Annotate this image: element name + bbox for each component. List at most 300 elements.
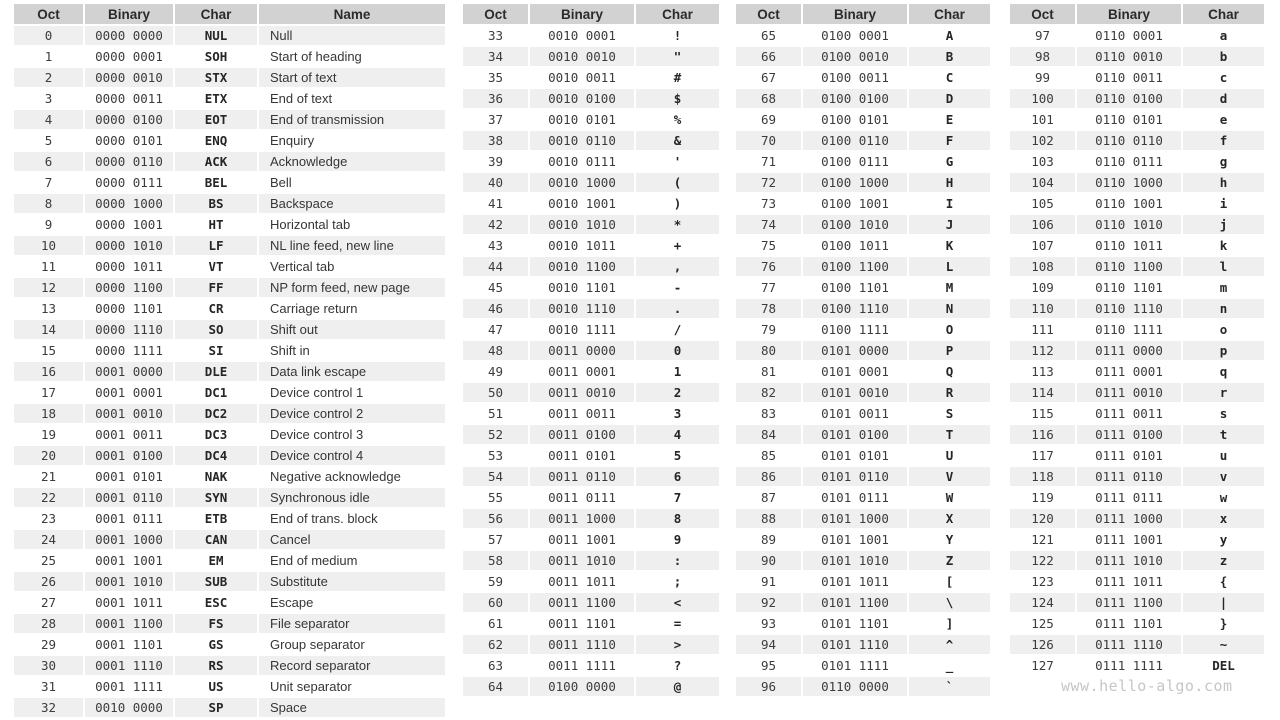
cell-oct: 14: [14, 319, 84, 340]
cell-char: K: [908, 235, 990, 256]
cell-name: Data link escape: [258, 361, 445, 382]
cell-name: Backspace: [258, 193, 445, 214]
cell-binary: 0101 0101: [802, 445, 908, 466]
cell-name: Carriage return: [258, 298, 445, 319]
cell-oct: 37: [463, 109, 529, 130]
table-row: [736, 550, 990, 571]
cell-char: 3: [635, 403, 719, 424]
table-row: [463, 151, 719, 172]
cell-binary: 0110 1000: [1076, 172, 1182, 193]
cell-char: >: [635, 634, 719, 655]
cell-binary: 0101 1001: [802, 529, 908, 550]
cell-binary: 0011 1100: [529, 592, 635, 613]
cell-name: Shift out: [258, 319, 445, 340]
cell-oct: 21: [14, 466, 84, 487]
table-row: [736, 67, 990, 88]
cell-binary: 0011 1110: [529, 634, 635, 655]
cell-name: Negative acknowledge: [258, 466, 445, 487]
cell-name: Substitute: [258, 571, 445, 592]
table-row: [736, 172, 990, 193]
cell-oct: 119: [1010, 487, 1076, 508]
cell-oct: 118: [1010, 466, 1076, 487]
cell-binary: 0111 1110: [1076, 634, 1182, 655]
cell-name: File separator: [258, 613, 445, 634]
column-header-binary: Binary: [529, 4, 635, 25]
table-row: [1010, 235, 1264, 256]
cell-oct: 86: [736, 466, 802, 487]
cell-binary: 0010 1110: [529, 298, 635, 319]
cell-oct: 116: [1010, 424, 1076, 445]
cell-char: SOH: [174, 46, 258, 67]
cell-oct: 2: [14, 67, 84, 88]
cell-oct: 7: [14, 172, 84, 193]
cell-char: H: [908, 172, 990, 193]
table-row: [14, 529, 445, 550]
cell-oct: 70: [736, 130, 802, 151]
cell-char: M: [908, 277, 990, 298]
cell-char: t: [1182, 424, 1264, 445]
cell-binary: 0101 1000: [802, 508, 908, 529]
cell-oct: 105: [1010, 193, 1076, 214]
cell-char: i: [1182, 193, 1264, 214]
table-row: [463, 46, 719, 67]
cell-binary: 0100 0100: [802, 88, 908, 109]
cell-binary: 0001 0101: [84, 466, 174, 487]
cell-binary: 0010 1010: [529, 214, 635, 235]
cell-oct: 63: [463, 655, 529, 676]
table-row: [14, 130, 445, 151]
table-row: [14, 550, 445, 571]
cell-char: 6: [635, 466, 719, 487]
table-row: [736, 88, 990, 109]
cell-char: F: [908, 130, 990, 151]
cell-oct: 88: [736, 508, 802, 529]
cell-char: :: [635, 550, 719, 571]
table-row: [736, 634, 990, 655]
cell-binary: 0101 0100: [802, 424, 908, 445]
cell-binary: 0111 0000: [1076, 340, 1182, 361]
cell-char: $: [635, 88, 719, 109]
cell-binary: 0000 1101: [84, 298, 174, 319]
table-row: [1010, 277, 1264, 298]
cell-binary: 0010 0000: [84, 697, 174, 718]
cell-char: 9: [635, 529, 719, 550]
cell-oct: 59: [463, 571, 529, 592]
cell-oct: 84: [736, 424, 802, 445]
cell-binary: 0110 1100: [1076, 256, 1182, 277]
table-row: [14, 235, 445, 256]
column-header-char: Char: [908, 4, 990, 25]
table-row: [14, 298, 445, 319]
table-row: [14, 340, 445, 361]
cell-oct: 16: [14, 361, 84, 382]
cell-char: FF: [174, 277, 258, 298]
cell-oct: 28: [14, 613, 84, 634]
cell-char: !: [635, 25, 719, 46]
cell-binary: 0001 1010: [84, 571, 174, 592]
cell-char: Y: [908, 529, 990, 550]
cell-binary: 0110 1111: [1076, 319, 1182, 340]
table-row: [736, 403, 990, 424]
cell-binary: 0000 1001: [84, 214, 174, 235]
cell-name: Start of heading: [258, 46, 445, 67]
cell-binary: 0111 0011: [1076, 403, 1182, 424]
cell-char: ,: [635, 256, 719, 277]
table-row: [463, 529, 719, 550]
table-row: [14, 256, 445, 277]
cell-char: B: [908, 46, 990, 67]
cell-oct: 125: [1010, 613, 1076, 634]
cell-oct: 41: [463, 193, 529, 214]
table-row: [14, 151, 445, 172]
table-row: [736, 25, 990, 46]
cell-oct: 65: [736, 25, 802, 46]
cell-binary: 0001 0010: [84, 403, 174, 424]
cell-oct: 52: [463, 424, 529, 445]
cell-binary: 0101 1111: [802, 655, 908, 676]
cell-char: SP: [174, 697, 258, 718]
table-row: [1010, 550, 1264, 571]
cell-oct: 91: [736, 571, 802, 592]
cell-binary: 0111 1000: [1076, 508, 1182, 529]
cell-binary: 0000 0001: [84, 46, 174, 67]
cell-binary: 0011 0000: [529, 340, 635, 361]
cell-char: h: [1182, 172, 1264, 193]
cell-oct: 38: [463, 130, 529, 151]
cell-char: US: [174, 676, 258, 697]
cell-binary: 0000 1110: [84, 319, 174, 340]
cell-oct: 35: [463, 67, 529, 88]
cell-oct: 0: [14, 25, 84, 46]
cell-name: Bell: [258, 172, 445, 193]
table-row: [463, 550, 719, 571]
cell-oct: 47: [463, 319, 529, 340]
cell-oct: 3: [14, 88, 84, 109]
cell-oct: 56: [463, 508, 529, 529]
cell-binary: 0001 1001: [84, 550, 174, 571]
cell-binary: 0001 1000: [84, 529, 174, 550]
cell-char: C: [908, 67, 990, 88]
cell-oct: 44: [463, 256, 529, 277]
table-row: [1010, 634, 1264, 655]
cell-char: SUB: [174, 571, 258, 592]
cell-char: A: [908, 25, 990, 46]
cell-char: E: [908, 109, 990, 130]
cell-oct: 19: [14, 424, 84, 445]
table-row: [14, 109, 445, 130]
cell-binary: 0110 0001: [1076, 25, 1182, 46]
cell-oct: 12: [14, 277, 84, 298]
cell-binary: 0110 1101: [1076, 277, 1182, 298]
column-header-binary: Binary: [84, 4, 174, 25]
cell-binary: 0101 0001: [802, 361, 908, 382]
cell-char: Z: [908, 550, 990, 571]
cell-oct: 69: [736, 109, 802, 130]
table-row: [463, 361, 719, 382]
cell-oct: 85: [736, 445, 802, 466]
cell-char: ]: [908, 613, 990, 634]
cell-binary: 0010 1111: [529, 319, 635, 340]
cell-char: ESC: [174, 592, 258, 613]
cell-binary: 0011 0001: [529, 361, 635, 382]
table-row: [463, 508, 719, 529]
cell-name: Cancel: [258, 529, 445, 550]
cell-oct: 26: [14, 571, 84, 592]
cell-binary: 0011 1111: [529, 655, 635, 676]
table-row: [1010, 88, 1264, 109]
cell-binary: 0101 1100: [802, 592, 908, 613]
table-row: [463, 235, 719, 256]
cell-char: -: [635, 277, 719, 298]
table-row: [1010, 193, 1264, 214]
table-row: [736, 319, 990, 340]
table-row: [736, 256, 990, 277]
cell-name: NP form feed, new page: [258, 277, 445, 298]
cell-oct: 93: [736, 613, 802, 634]
table-row: [736, 445, 990, 466]
table-row: [736, 613, 990, 634]
cell-binary: 0101 0000: [802, 340, 908, 361]
table-row: [1010, 151, 1264, 172]
cell-binary: 0100 1111: [802, 319, 908, 340]
cell-binary: 0111 0111: [1076, 487, 1182, 508]
cell-binary: 0111 0101: [1076, 445, 1182, 466]
cell-char: ETB: [174, 508, 258, 529]
table-row: [736, 529, 990, 550]
cell-name: Space: [258, 697, 445, 718]
table-row: [14, 172, 445, 193]
table-row: [463, 172, 719, 193]
cell-name: Horizontal tab: [258, 214, 445, 235]
table-row: [1010, 403, 1264, 424]
cell-char: s: [1182, 403, 1264, 424]
cell-binary: 0100 1100: [802, 256, 908, 277]
table-row: [736, 193, 990, 214]
cell-char: k: [1182, 235, 1264, 256]
cell-oct: 9: [14, 214, 84, 235]
cell-oct: 42: [463, 214, 529, 235]
cell-char: b: [1182, 46, 1264, 67]
cell-binary: 0111 0100: [1076, 424, 1182, 445]
table-row: [14, 403, 445, 424]
table-row: [1010, 319, 1264, 340]
cell-char: GS: [174, 634, 258, 655]
cell-char: \: [908, 592, 990, 613]
cell-binary: 0010 1100: [529, 256, 635, 277]
cell-char: z: [1182, 550, 1264, 571]
cell-oct: 107: [1010, 235, 1076, 256]
cell-binary: 0001 1100: [84, 613, 174, 634]
cell-char: <: [635, 592, 719, 613]
cell-char: LF: [174, 235, 258, 256]
cell-oct: 22: [14, 487, 84, 508]
cell-char: ': [635, 151, 719, 172]
cell-name: NL line feed, new line: [258, 235, 445, 256]
cell-oct: 101: [1010, 109, 1076, 130]
cell-name: Device control 3: [258, 424, 445, 445]
cell-name: Escape: [258, 592, 445, 613]
cell-oct: 120: [1010, 508, 1076, 529]
cell-char: R: [908, 382, 990, 403]
cell-oct: 18: [14, 403, 84, 424]
column-header-char: Char: [635, 4, 719, 25]
cell-char: BEL: [174, 172, 258, 193]
cell-binary: 0100 1101: [802, 277, 908, 298]
cell-binary: 0011 1011: [529, 571, 635, 592]
cell-binary: 0000 0101: [84, 130, 174, 151]
cell-binary: 0001 0100: [84, 445, 174, 466]
table-row: [1010, 130, 1264, 151]
cell-binary: 0101 1101: [802, 613, 908, 634]
cell-char: U: [908, 445, 990, 466]
cell-oct: 50: [463, 382, 529, 403]
cell-char: DLE: [174, 361, 258, 382]
cell-char: 1: [635, 361, 719, 382]
cell-binary: 0101 0011: [802, 403, 908, 424]
cell-oct: 6: [14, 151, 84, 172]
cell-char: .: [635, 298, 719, 319]
cell-binary: 0100 0000: [529, 676, 635, 697]
cell-oct: 64: [463, 676, 529, 697]
cell-oct: 123: [1010, 571, 1076, 592]
cell-oct: 82: [736, 382, 802, 403]
cell-char: CAN: [174, 529, 258, 550]
cell-oct: 36: [463, 88, 529, 109]
cell-oct: 104: [1010, 172, 1076, 193]
table-row: [463, 67, 719, 88]
cell-char: j: [1182, 214, 1264, 235]
cell-oct: 90: [736, 550, 802, 571]
column-header-binary: Binary: [802, 4, 908, 25]
cell-char: ENQ: [174, 130, 258, 151]
cell-binary: 0000 1011: [84, 256, 174, 277]
cell-char: DC4: [174, 445, 258, 466]
cell-oct: 43: [463, 235, 529, 256]
cell-oct: 96: [736, 676, 802, 697]
cell-binary: 0111 1100: [1076, 592, 1182, 613]
cell-char: ): [635, 193, 719, 214]
cell-oct: 126: [1010, 634, 1076, 655]
cell-char: NAK: [174, 466, 258, 487]
cell-char: u: [1182, 445, 1264, 466]
table-row: [463, 571, 719, 592]
cell-name: Synchronous idle: [258, 487, 445, 508]
cell-binary: 0111 1111: [1076, 655, 1182, 676]
cell-binary: 0100 1000: [802, 172, 908, 193]
cell-oct: 117: [1010, 445, 1076, 466]
cell-binary: 0011 1001: [529, 529, 635, 550]
cell-binary: 0011 0111: [529, 487, 635, 508]
cell-binary: 0011 0101: [529, 445, 635, 466]
table-row: [14, 424, 445, 445]
cell-oct: 34: [463, 46, 529, 67]
cell-char: W: [908, 487, 990, 508]
cell-char: c: [1182, 67, 1264, 88]
table-row: [1010, 487, 1264, 508]
table-row: [463, 466, 719, 487]
cell-char: DC1: [174, 382, 258, 403]
cell-char: l: [1182, 256, 1264, 277]
table-row: [14, 508, 445, 529]
table-row: [463, 109, 719, 130]
cell-char: X: [908, 508, 990, 529]
table-row: [463, 214, 719, 235]
cell-char: SI: [174, 340, 258, 361]
cell-binary: 0110 1010: [1076, 214, 1182, 235]
cell-binary: 0001 0110: [84, 487, 174, 508]
cell-name: Group separator: [258, 634, 445, 655]
cell-oct: 78: [736, 298, 802, 319]
cell-oct: 103: [1010, 151, 1076, 172]
cell-oct: 94: [736, 634, 802, 655]
cell-binary: 0000 1010: [84, 235, 174, 256]
cell-char: |: [1182, 592, 1264, 613]
cell-binary: 0001 0111: [84, 508, 174, 529]
cell-char: G: [908, 151, 990, 172]
cell-binary: 0001 0011: [84, 424, 174, 445]
cell-binary: 0111 1101: [1076, 613, 1182, 634]
table-row: [463, 298, 719, 319]
cell-binary: 0100 1110: [802, 298, 908, 319]
table-row: [463, 319, 719, 340]
table-row: [14, 25, 445, 46]
cell-oct: 48: [463, 340, 529, 361]
cell-char: 8: [635, 508, 719, 529]
cell-char: {: [1182, 571, 1264, 592]
cell-binary: 0011 0100: [529, 424, 635, 445]
cell-char: S: [908, 403, 990, 424]
cell-oct: 39: [463, 151, 529, 172]
cell-binary: 0100 1010: [802, 214, 908, 235]
cell-char: ETX: [174, 88, 258, 109]
cell-oct: 87: [736, 487, 802, 508]
cell-binary: 0110 1110: [1076, 298, 1182, 319]
table-row: [14, 697, 445, 718]
cell-char: p: [1182, 340, 1264, 361]
cell-char: =: [635, 613, 719, 634]
cell-name: Vertical tab: [258, 256, 445, 277]
table-row: [736, 382, 990, 403]
cell-oct: 73: [736, 193, 802, 214]
cell-binary: 0111 1001: [1076, 529, 1182, 550]
ascii-table-control-chars: [14, 4, 445, 719]
table-row: [14, 382, 445, 403]
cell-binary: 0011 0110: [529, 466, 635, 487]
cell-oct: 68: [736, 88, 802, 109]
table-row: [1010, 340, 1264, 361]
cell-oct: 112: [1010, 340, 1076, 361]
cell-oct: 54: [463, 466, 529, 487]
column-header-char: Char: [174, 4, 258, 25]
cell-oct: 92: [736, 592, 802, 613]
cell-binary: 0110 0000: [802, 676, 908, 697]
table-row: [1010, 571, 1264, 592]
cell-oct: 45: [463, 277, 529, 298]
cell-oct: 23: [14, 508, 84, 529]
cell-binary: 0010 0101: [529, 109, 635, 130]
cell-binary: 0111 0001: [1076, 361, 1182, 382]
table-row: [463, 25, 719, 46]
cell-oct: 114: [1010, 382, 1076, 403]
cell-char: VT: [174, 256, 258, 277]
cell-oct: 97: [1010, 25, 1076, 46]
cell-char: /: [635, 319, 719, 340]
cell-binary: 0110 1001: [1076, 193, 1182, 214]
header-row: [736, 4, 990, 25]
column-header-binary: Binary: [1076, 4, 1182, 25]
cell-binary: 0110 0101: [1076, 109, 1182, 130]
cell-oct: 67: [736, 67, 802, 88]
